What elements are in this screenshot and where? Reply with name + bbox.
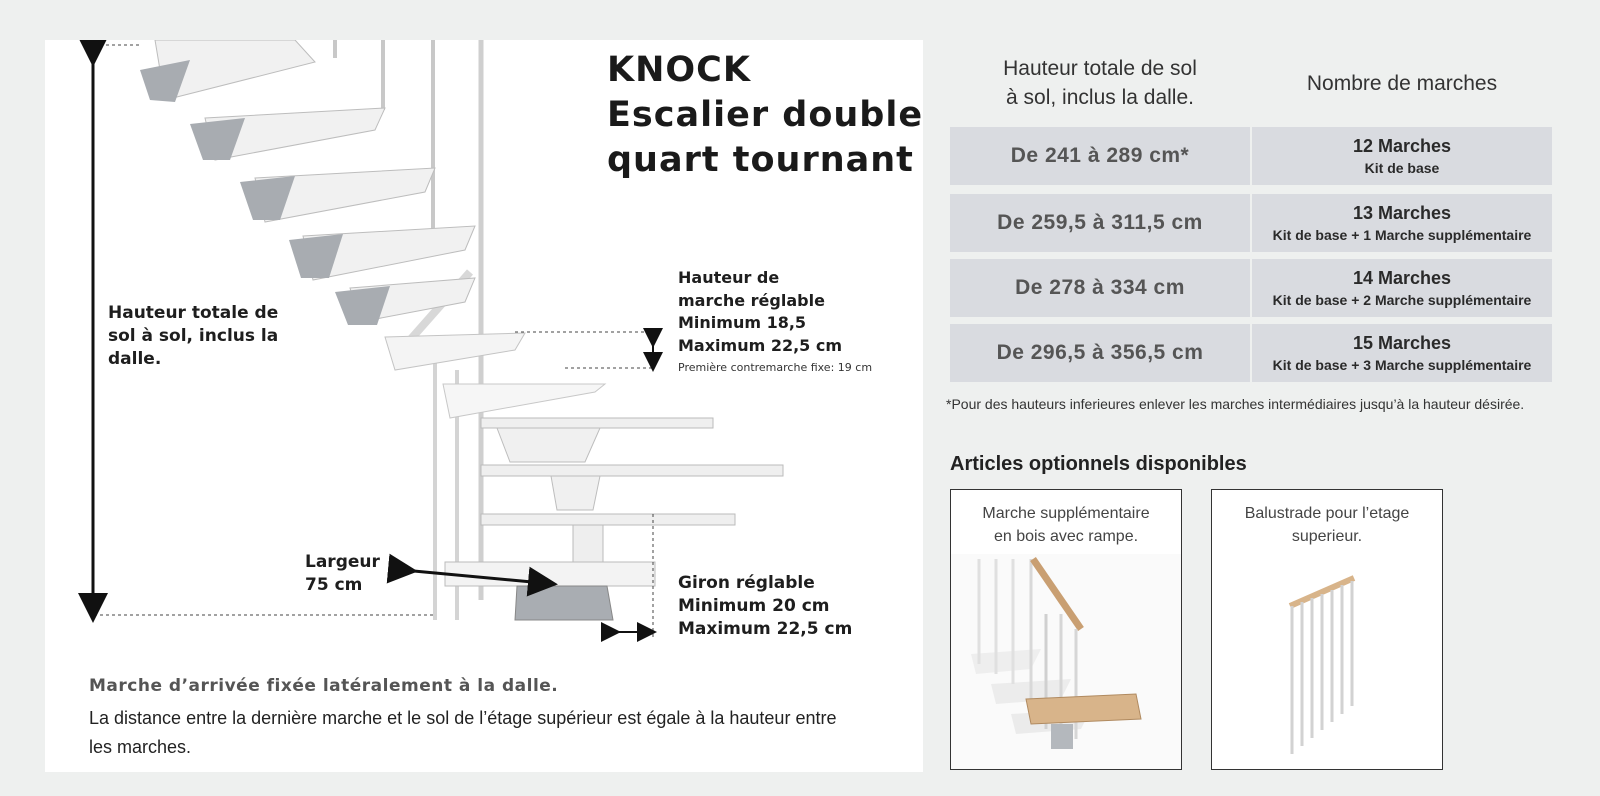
extra-step-image [951,554,1181,769]
height-range: De 278 à 334 cm [950,259,1250,317]
kit-description: Kit de base + 1 Marche supplémentaire [1272,227,1532,243]
column-header-height: Hauteur totale de sol à sol, inclus la dalle. [1003,57,1197,109]
title-line-1: KNOCK [607,50,751,90]
kit-description: Kit de base + 3 Marche supplémentaire [1272,357,1532,373]
tread-label: Giron réglable Minimum 20 cm Maximum 22,5 cm [678,573,853,639]
step-count-cell [1252,127,1552,185]
step-count: 14 Marches [1352,268,1452,288]
option-extra-step[interactable] [950,489,1182,770]
landing-step-title: Marche d’arrivée fixée latéralement à la dalle. [89,676,559,696]
height-range: De 259,5 à 311,5 cm [950,194,1250,252]
step-count: 12 Marches [1352,136,1452,156]
title-line-2: Escalier double [607,95,924,135]
step-count-cell [1252,194,1552,252]
step-count-cell [1252,259,1552,317]
option-caption: Marche supplémentaire en bois avec rampe. [982,505,1150,545]
option-upper-balustrade[interactable] [1211,489,1443,770]
landing-step-text: La distance entre la dernière marche et le sol de l’étage supérieur est égale à la hauteur entre les marches. [89,708,837,757]
step-count-cell [1252,324,1552,382]
height-range: De 296,5 à 356,5 cm [950,324,1250,382]
step-height-label: Hauteur de marche réglable Minimum 18,5 Maximum 22,5 cm Première contremarche fixe: 19 cm [678,267,872,380]
options-title: Articles optionnels disponibles [950,453,1247,475]
first-riser-note: Première contremarche fixe: 19 cm [678,361,873,374]
total-height-label: Hauteur totale de sol à sol, inclus la dalle. [108,303,279,369]
title-line-3: quart tournant [607,140,914,180]
balustrade-image [1212,554,1442,769]
width-label: Largeur 75 cm [305,552,380,595]
table-footnote: *Pour des hauteurs inferieures enlever les marches intermédiaires jusqu’à la hauteur désirée. [946,396,1525,412]
option-caption: Balustrade pour l’etage superieur. [1244,505,1410,545]
step-count: 13 Marches [1352,203,1452,223]
kit-description: Kit de base [1364,160,1440,176]
product-title [607,48,923,183]
step-count: 15 Marches [1352,333,1452,353]
height-range: De 241 à 289 cm* [950,127,1250,185]
kit-description: Kit de base + 2 Marche supplémentaire [1272,292,1532,308]
column-header-steps: Nombre de marches [1306,72,1498,95]
stair-diagram-panel [45,40,923,772]
